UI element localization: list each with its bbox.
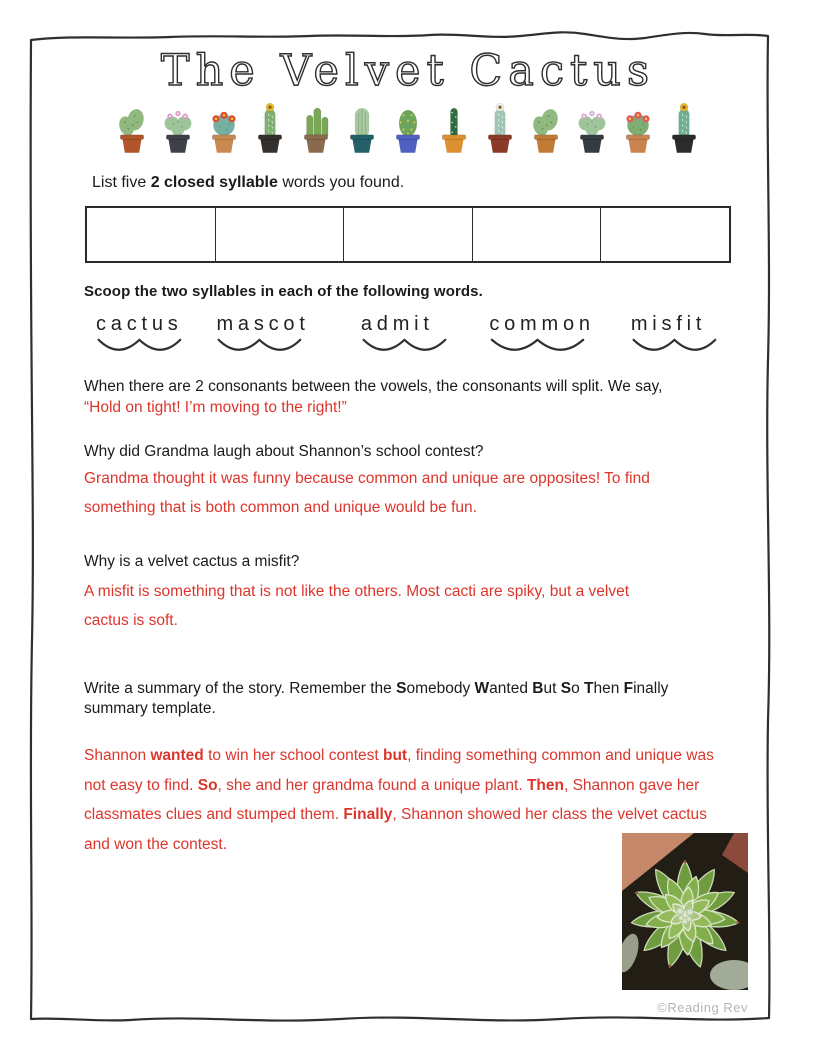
text-segment: hen — [593, 680, 624, 697]
text-segment: S — [396, 680, 407, 697]
syllable-scoop-icon — [361, 337, 448, 354]
cactus-icon — [296, 96, 337, 156]
text-segment: F — [623, 680, 634, 697]
text-segment: o — [571, 680, 584, 697]
cactus-icon — [618, 96, 659, 156]
syllable-scoop-icon — [216, 337, 303, 354]
word-cell — [473, 208, 602, 261]
text-segment: 2 closed syllable — [150, 174, 278, 191]
text-segment: Then — [526, 776, 564, 794]
succulent-photo — [622, 833, 748, 990]
answer-2: A misfit is something that is not like the others. Most cacti are spiky, but a velvet cactus is soft. — [84, 583, 630, 629]
text-segment: ut — [543, 680, 561, 697]
scoop-words — [96, 313, 725, 354]
text-segment: Finally — [343, 806, 393, 823]
scoop-word-text: cactus — [96, 313, 183, 335]
cactus-icon — [572, 96, 613, 156]
summary-prompt — [84, 679, 684, 719]
credit-watermark: ©Reading Rev — [657, 1000, 748, 1015]
scoop-word — [216, 313, 310, 354]
text-segment: wanted — [150, 747, 204, 764]
syllable-scoop-icon — [96, 337, 183, 354]
text-segment: , Shannon gave her classmates clues and stumped them. — [84, 776, 700, 823]
text-segment: , Shannon showed her class the velvet cactus and won the contest. — [84, 806, 707, 853]
text-segment: So — [197, 776, 218, 794]
scoop-word — [96, 313, 190, 354]
cactus-row — [112, 96, 705, 156]
scoop-word — [489, 313, 595, 354]
text-segment: Shannon — [84, 747, 151, 764]
text-segment: omebody — [406, 680, 475, 697]
text-segment: B — [532, 680, 544, 697]
closed-syllable-prompt — [92, 174, 404, 192]
scoop-word — [631, 313, 725, 354]
scoop-word-text: mascot — [216, 313, 310, 335]
syllable-rule-text: When there are 2 consonants between the vowels, the consonants will split. We say, — [84, 378, 663, 395]
text-segment: Write a summary of the story. Remember the — [84, 680, 397, 697]
scoop-word-text: misfit — [630, 313, 707, 335]
cactus-icon — [388, 96, 429, 156]
word-cell — [87, 208, 216, 261]
cactus-icon — [526, 96, 567, 156]
syllable-scoop-icon — [631, 337, 718, 354]
question-2: Why is a velvet cactus a misfit? — [84, 553, 300, 570]
word-cell — [344, 208, 473, 261]
word-cell — [601, 208, 729, 261]
text-segment: words you found. — [277, 174, 405, 191]
word-cell — [216, 208, 345, 261]
cactus-icon — [664, 96, 705, 156]
scoop-word — [361, 313, 455, 354]
syllable-scoop-icon — [489, 337, 586, 354]
closed-syllable-table — [85, 206, 731, 263]
cactus-icon — [342, 96, 383, 156]
scoop-word-text: admit — [360, 313, 434, 335]
scoop-word-text: common — [489, 313, 595, 335]
page-title: The Velvet Cactus — [160, 46, 656, 96]
cactus-icon — [480, 96, 521, 156]
cactus-icon — [158, 96, 199, 156]
text-segment: T — [584, 680, 594, 697]
text-segment: W — [474, 680, 490, 697]
text-segment: to win her school contest — [203, 747, 383, 764]
scoop-instruction: Scoop the two syllables in each of the following words. — [84, 283, 483, 300]
text-segment: anted — [489, 680, 533, 697]
question-1: Why did Grandma laugh about Shannon’s school contest? — [84, 443, 484, 460]
cactus-icon — [112, 96, 153, 156]
syllable-rule-saying: “Hold on tight! I’m moving to the right!” — [84, 399, 347, 416]
cactus-icon — [434, 96, 475, 156]
text-segment: but — [383, 747, 408, 764]
answer-1: Grandma thought it was funny because common and unique are opposites! To find something that is both common and unique would be fun. — [84, 470, 650, 516]
text-segment: , finding something common and unique was not easy to find. — [84, 747, 714, 794]
text-segment: List five — [92, 174, 151, 191]
text-segment: S — [560, 680, 572, 697]
cactus-icon — [250, 96, 291, 156]
text-segment: , she and her grandma found a unique plant. — [217, 776, 527, 794]
cactus-icon — [204, 96, 245, 156]
text-segment: inally summary template. — [84, 680, 669, 717]
